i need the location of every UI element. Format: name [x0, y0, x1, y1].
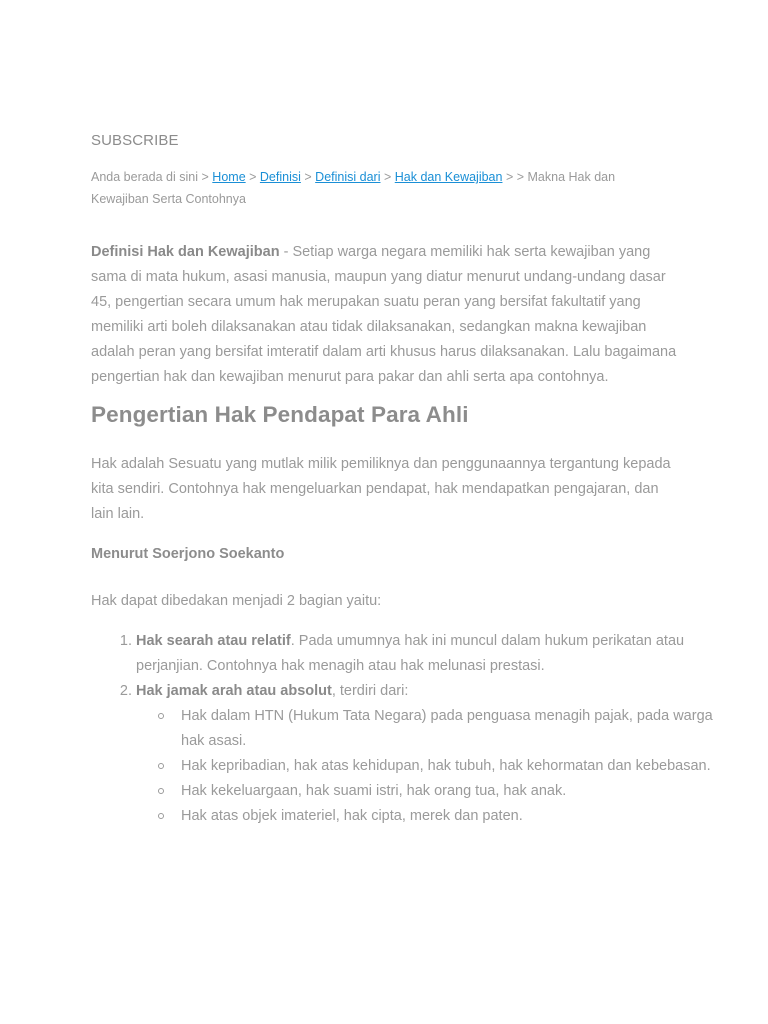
rights-list [91, 629, 726, 829]
list-item-term: Hak searah atau relatif [136, 633, 291, 649]
sub-list-item [181, 704, 726, 754]
hollow-bullet-icon [158, 763, 164, 769]
sub-list-item-text: Hak kepribadian, hak atas kehidupan, hak tubuh, hak kehormatan dan kebebasan. [181, 758, 711, 774]
list-item-text: , terdiri dari: [331, 683, 409, 699]
sub-list-item [181, 804, 726, 829]
section-paragraph: Hak adalah Sesuatu yang mutlak milik pemiliknya dan penggunaannya tergantung kepada kita sendiri. Contohnya hak mengeluarkan pendapat, hak mendapatkan pengajaran, dan lain lain. [91, 456, 671, 522]
breadcrumb [91, 166, 651, 210]
sub-list-item-text: Hak atas objek imateriel, hak cipta, merek dan paten. [181, 808, 523, 824]
section-title: Pengertian Hak Pendapat Para Ahli [91, 402, 469, 427]
breadcrumb-current: Makna Hak dan Kewajiban Serta Contohnya [91, 170, 616, 206]
subscribe-link[interactable]: SUBSCRIBE [91, 132, 179, 149]
hollow-bullet-icon [158, 713, 164, 719]
sub-list [136, 704, 726, 829]
list-item [136, 679, 726, 829]
intro-term: Definisi Hak dan Kewajiban [91, 244, 280, 260]
breadcrumb-link-definisi[interactable]: Definisi [259, 170, 301, 184]
subheading: Menurut Soerjono Soekanto [91, 546, 285, 562]
intro-text: - Setiap warga negara memiliki hak serta kewajiban yang sama di mata hukum, asasi manusia, maupun yang diatur menurut undang-undang dasar 45, pengertian secara umum hak merupakan suatu peran yang bersifat fakultatif yang memiliki arti boleh dilaksanakan atau tidak dilaksanakan, sedangkan makna kewajiban adalah peran yang bersifat imteratif dalam arti khusus harus dilaksanakan. Lalu bagaimana pengertian hak dan kewajiban menurut para pakar dan ahli serta apa contohnya. [91, 244, 677, 385]
breadcrumb-separator: > [201, 170, 213, 184]
breadcrumb-separator: > [383, 170, 395, 184]
list-item-term: Hak jamak arah atau absolut [136, 683, 332, 699]
breadcrumb-separator: > [304, 170, 316, 184]
sub-list-item [181, 754, 726, 779]
breadcrumb-separator: > [249, 170, 260, 184]
hollow-bullet-icon [158, 813, 164, 819]
breadcrumb-link-hak-dan-kewajiban[interactable]: Hak dan Kewajiban [394, 170, 503, 184]
breadcrumb-separator: > [505, 170, 517, 184]
hollow-bullet-icon [158, 788, 164, 794]
breadcrumb-link-definisi-dari[interactable]: Definisi dari [315, 170, 381, 184]
list-item [136, 629, 726, 679]
sub-list-item [181, 779, 726, 804]
breadcrumb-separator: > [516, 170, 528, 184]
sub-list-item-text: Hak kekeluargaan, hak suami istri, hak orang tua, hak anak. [181, 783, 567, 799]
intro-paragraph [91, 240, 681, 390]
lead-paragraph: Hak dapat dibedakan menjadi 2 bagian yaitu: [91, 593, 382, 609]
list-item-text: . Pada umumnya hak ini muncul dalam hukum perikatan atau perjanjian. Contohnya hak menagih atau hak melunasi prestasi. [136, 633, 685, 674]
sub-list-item-text: Hak dalam HTN (Hukum Tata Negara) pada penguasa menagih pajak, pada warga hak asasi. [181, 708, 713, 749]
breadcrumb-prefix: Anda berada di sini [91, 170, 199, 184]
breadcrumb-link-home[interactable]: Home [212, 170, 246, 184]
